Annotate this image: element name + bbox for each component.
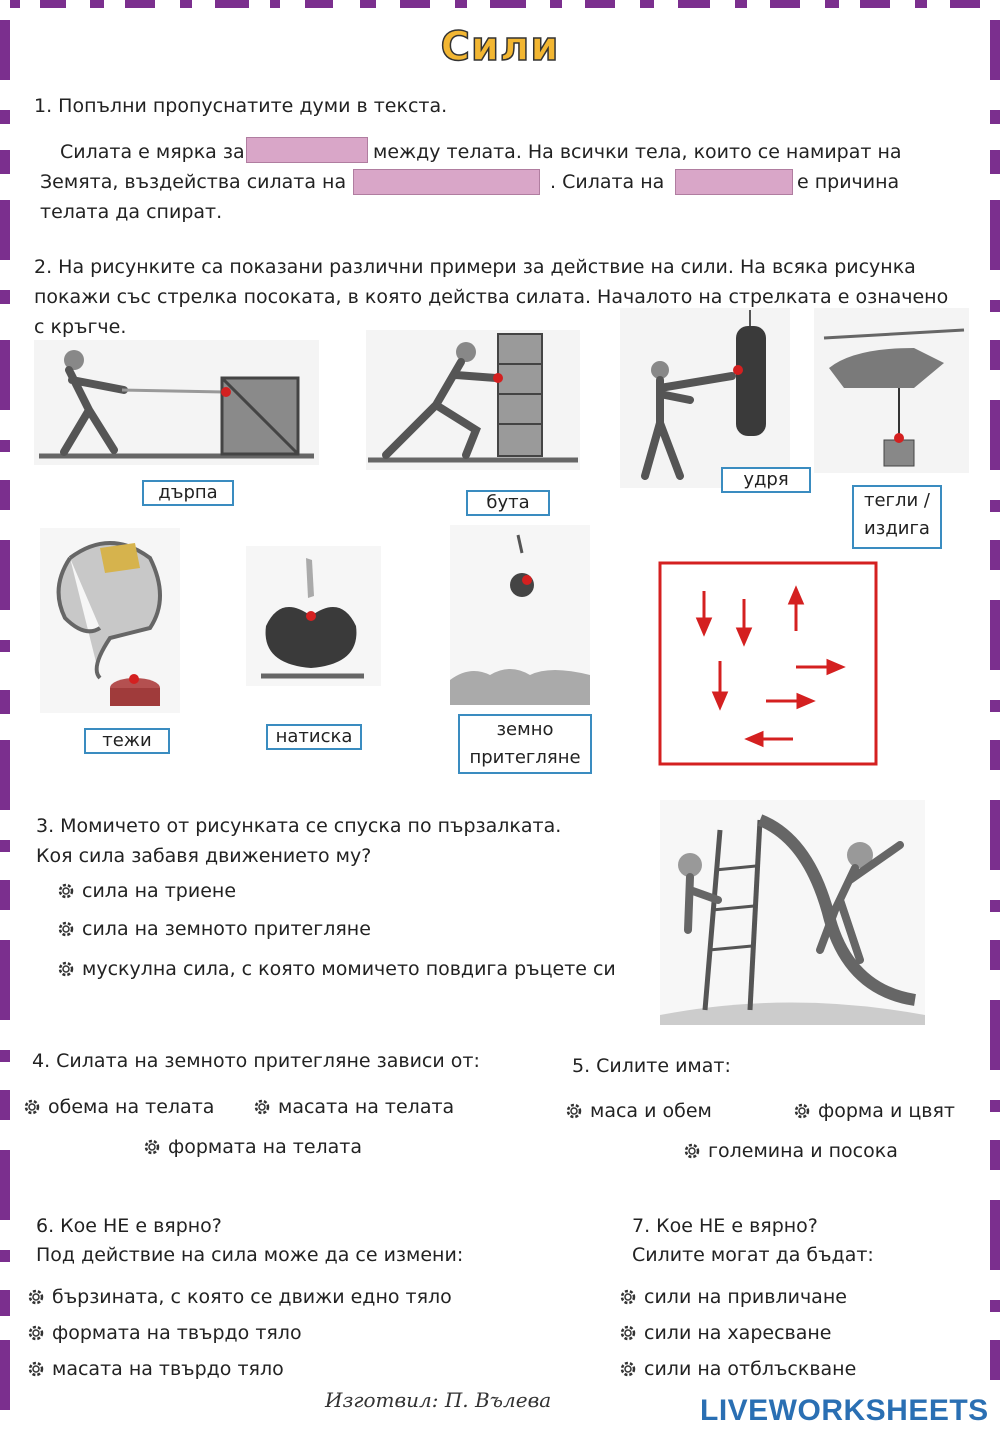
q1-line3: телата да спират. bbox=[40, 201, 223, 223]
label-weigh: тежи bbox=[84, 728, 170, 754]
q1-blank-2[interactable] bbox=[353, 169, 540, 195]
label-press: натиска bbox=[266, 724, 362, 750]
gear-bullet-icon bbox=[142, 1137, 162, 1157]
q6-option-2-label: формата на твърдо тяло bbox=[52, 1322, 302, 1344]
q1-line2-c: е причина bbox=[797, 171, 900, 193]
q5-option-2-label: форма и цвят bbox=[818, 1100, 955, 1122]
gear-bullet-icon bbox=[56, 959, 76, 979]
gear-bullet-icon bbox=[618, 1323, 638, 1343]
q3-option-1[interactable] bbox=[56, 880, 236, 902]
force-dot bbox=[522, 575, 532, 585]
label-gravity-line1: земно bbox=[496, 719, 554, 740]
q6-option-3[interactable] bbox=[26, 1358, 284, 1380]
helicopter-picture bbox=[814, 308, 969, 473]
q6-option-1[interactable] bbox=[26, 1286, 452, 1308]
q1-line1-a: Силата е мярка за bbox=[60, 141, 245, 163]
q7-option-1-label: сили на привличане bbox=[644, 1286, 847, 1308]
q4-option-2[interactable] bbox=[252, 1096, 454, 1118]
q2-line2: покажи със стрелка посоката, в която действа силата. Началото на стрелката е означено bbox=[34, 286, 949, 308]
force-dot bbox=[221, 387, 231, 397]
force-dot bbox=[306, 611, 316, 621]
q6-option-3-label: масата на твърдо тяло bbox=[52, 1358, 284, 1380]
q1-line1-b: между телата. На всички тела, които се намират на bbox=[373, 141, 902, 163]
q4-option-3[interactable] bbox=[142, 1136, 362, 1158]
gear-bullet-icon bbox=[252, 1097, 272, 1117]
q3-option-1-label: сила на триене bbox=[82, 880, 237, 902]
q5-option-3-label: големина и посока bbox=[708, 1140, 898, 1162]
q1-line2-a: Земята, въздейства силата на bbox=[40, 171, 347, 193]
q6-subheading: Под действие на сила може да се измени: bbox=[36, 1244, 464, 1266]
gear-bullet-icon bbox=[22, 1097, 42, 1117]
q6-option-1-label: бързината, с която се движи едно тяло bbox=[52, 1286, 452, 1308]
q7-option-3-label: сили на отблъскване bbox=[644, 1358, 857, 1380]
q4-option-1-label: обема на телата bbox=[48, 1096, 215, 1118]
q7-option-1[interactable] bbox=[618, 1286, 847, 1308]
q7-heading: 7. Кое НЕ е вярно? bbox=[632, 1215, 818, 1237]
elephant-picture bbox=[40, 528, 180, 713]
q3-option-3[interactable] bbox=[56, 958, 616, 980]
q3-line2: Коя сила забавя движението му? bbox=[36, 845, 372, 867]
q3-line1: 3. Момичето от рисунката се спуска по пързалката. bbox=[36, 815, 562, 837]
label-push: бута bbox=[466, 490, 550, 516]
label-gravity-line2: притегляне bbox=[469, 747, 581, 768]
q5-heading: 5. Силите имат: bbox=[572, 1055, 731, 1077]
pushing-cabinet-picture bbox=[366, 330, 580, 470]
q3-option-2[interactable] bbox=[56, 918, 371, 940]
gear-bullet-icon bbox=[564, 1101, 584, 1121]
q2-line3: с кръгче. bbox=[34, 316, 127, 338]
author-credit: Изготвил: П. Вълева bbox=[325, 1388, 552, 1412]
q2-line1: 2. На рисунките са показани различни примери за действие на сили. На всяка рисунка bbox=[34, 256, 916, 278]
gear-bullet-icon bbox=[682, 1141, 702, 1161]
q5-option-2[interactable] bbox=[792, 1100, 955, 1122]
falling-apple-picture bbox=[450, 525, 590, 705]
force-dot bbox=[129, 674, 139, 684]
slide-picture bbox=[660, 800, 925, 1025]
q6-heading: 6. Кое НЕ е вярно? bbox=[36, 1215, 222, 1237]
apple-press-picture bbox=[246, 546, 381, 686]
label-hit: удря bbox=[721, 467, 811, 493]
page-title: Сили bbox=[440, 24, 560, 70]
q6-option-2[interactable] bbox=[26, 1322, 302, 1344]
liveworksheets-brand-text: LIVEWORKSHEETS bbox=[700, 1394, 989, 1427]
force-dot bbox=[733, 365, 743, 375]
gear-bullet-icon bbox=[56, 919, 76, 939]
pulling-crate-picture bbox=[34, 340, 319, 465]
gear-bullet-icon bbox=[618, 1287, 638, 1307]
force-dot bbox=[894, 433, 904, 443]
q5-option-3[interactable] bbox=[682, 1140, 898, 1162]
gear-bullet-icon bbox=[26, 1323, 46, 1343]
q1-heading: 1. Попълни пропуснатите думи в текста. bbox=[34, 95, 448, 117]
gear-bullet-icon bbox=[56, 881, 76, 901]
force-dot bbox=[493, 373, 503, 383]
label-gravity bbox=[458, 714, 592, 774]
q7-subheading: Силите могат да бъдат: bbox=[632, 1244, 874, 1266]
liveworksheets-logo bbox=[700, 1394, 989, 1428]
q7-option-3[interactable] bbox=[618, 1358, 856, 1380]
label-pull: дърпа bbox=[142, 480, 234, 506]
q4-heading: 4. Силата на земното притегляне зависи от: bbox=[32, 1050, 480, 1072]
q1-blank-1[interactable] bbox=[246, 137, 368, 163]
q5-option-1-label: маса и обем bbox=[590, 1100, 712, 1122]
q4-option-1[interactable] bbox=[22, 1096, 214, 1118]
label-lift bbox=[852, 485, 942, 549]
arrow-box bbox=[658, 561, 878, 766]
q7-option-2-label: сили на харесване bbox=[644, 1322, 832, 1344]
gear-bullet-icon bbox=[618, 1359, 638, 1379]
q4-option-3-label: формата на телата bbox=[168, 1136, 363, 1158]
gear-bullet-icon bbox=[26, 1359, 46, 1379]
q3-option-2-label: сила на земното притегляне bbox=[82, 918, 371, 940]
label-lift-line1: тегли / bbox=[863, 490, 930, 511]
gear-bullet-icon bbox=[26, 1287, 46, 1307]
q3-option-3-label: мускулна сила, с която момичето повдига ръцете си bbox=[82, 958, 616, 980]
label-lift-line2: издига bbox=[864, 518, 930, 539]
q7-option-2[interactable] bbox=[618, 1322, 831, 1344]
q1-blank-3[interactable] bbox=[675, 169, 793, 195]
q1-line2-b: . Силата на bbox=[550, 171, 665, 193]
gear-bullet-icon bbox=[792, 1101, 812, 1121]
q5-option-1[interactable] bbox=[564, 1100, 712, 1122]
q4-option-2-label: масата на телата bbox=[278, 1096, 455, 1118]
boxer-picture bbox=[620, 308, 790, 488]
